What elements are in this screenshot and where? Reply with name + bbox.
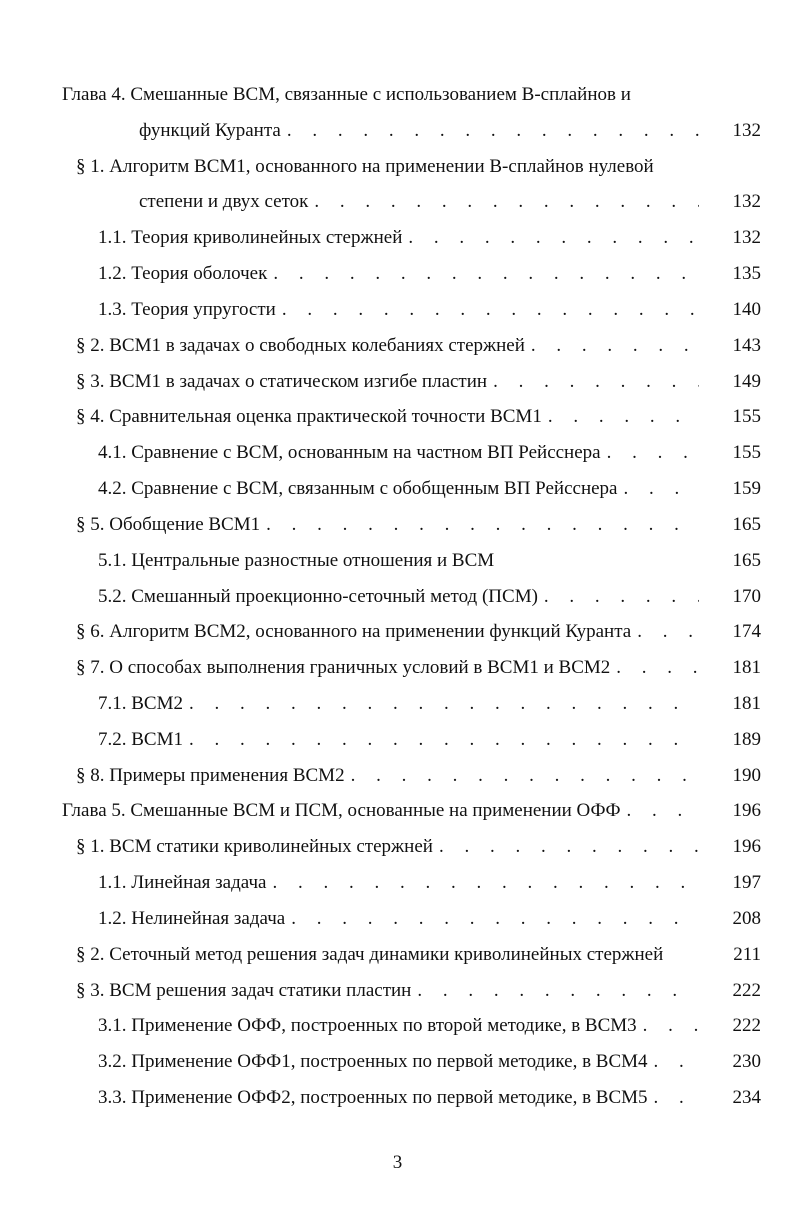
toc-ch4-s1-line2 <box>0 187 795 217</box>
toc-entry-text: 7.2. ВСМ1 <box>98 729 183 750</box>
toc-entry-text: 1.1. Линейная задача <box>98 872 267 893</box>
toc-entry[interactable] <box>76 976 699 1006</box>
toc-entry[interactable] <box>76 761 699 791</box>
toc-page-number: 197 <box>732 872 761 893</box>
toc-entry[interactable] <box>139 187 699 217</box>
toc-page-number: 165 <box>732 514 761 535</box>
toc-entry[interactable] <box>98 546 699 576</box>
toc-line <box>0 940 795 970</box>
toc-line <box>0 438 795 468</box>
toc-entry[interactable] <box>98 904 699 934</box>
toc-page-number: 132 <box>732 120 761 141</box>
toc-page-number: 190 <box>732 765 761 786</box>
leader-dots <box>281 116 699 146</box>
toc-line <box>0 689 795 719</box>
toc-page-number: 181 <box>732 657 761 678</box>
toc-line <box>0 832 795 862</box>
toc-line <box>0 617 795 647</box>
toc-entry[interactable] <box>98 868 699 898</box>
toc-line <box>0 1011 795 1041</box>
toc-page-number: 196 <box>732 836 761 857</box>
toc-entry[interactable] <box>76 402 699 432</box>
leader-dots <box>525 331 699 361</box>
toc-entry[interactable] <box>98 1083 699 1113</box>
toc-entry[interactable] <box>98 295 699 325</box>
toc-ch4-s1-line1 <box>0 152 795 182</box>
toc-entry[interactable] <box>98 223 699 253</box>
toc-entry[interactable] <box>98 725 699 755</box>
toc-entry[interactable] <box>98 259 699 289</box>
toc-entry[interactable] <box>98 1011 699 1041</box>
toc-entry-text: 1.2. Теория оболочек <box>98 263 268 284</box>
toc-entry-text: 1.2. Нелинейная задача <box>98 908 286 929</box>
toc-line <box>0 582 795 612</box>
toc-page-number: 143 <box>732 335 761 356</box>
toc-page-number: 170 <box>732 586 761 607</box>
toc-line <box>0 259 795 289</box>
toc-chapter4-line1 <box>0 80 795 110</box>
toc-page-number: 174 <box>732 621 761 642</box>
toc-line <box>0 1047 795 1077</box>
leader-dots <box>538 582 699 612</box>
toc-page-number: 149 <box>732 371 761 392</box>
toc-entry-text: 3.2. Применение ОФФ1, построенных по первой методике, в ВСМ4 <box>98 1051 648 1072</box>
toc-line <box>0 1083 795 1113</box>
toc-page-number: 222 <box>732 980 761 1001</box>
leader-dots <box>637 1011 699 1041</box>
toc-entry-text: § 2. Сеточный метод решения задач динамики криволинейных стержней <box>76 944 664 965</box>
leader-dots <box>267 259 699 289</box>
toc-page-number: 155 <box>732 442 761 463</box>
toc-entry-text: 5.2. Смешанный проекционно-сеточный метод (ПСМ) <box>98 586 538 607</box>
leader-dots <box>601 438 699 468</box>
leader-dots <box>487 367 699 397</box>
leader-dots <box>183 725 699 755</box>
toc-entry[interactable] <box>76 367 699 397</box>
toc-section-title: § 1. Алгоритм ВСМ1, основанного на применении В-сплайнов нулевой <box>76 156 654 177</box>
toc-entry-text: 4.1. Сравнение с ВСМ, основанным на частном ВП Рейсснера <box>98 442 601 463</box>
toc-line <box>0 474 795 504</box>
toc-entry-text: § 1. ВСМ статики криволинейных стержней <box>76 836 433 857</box>
toc-line <box>0 367 795 397</box>
leader-dots <box>183 689 699 719</box>
toc-line <box>0 796 795 826</box>
toc-page-number: 189 <box>732 729 761 750</box>
toc-entry[interactable] <box>76 832 699 862</box>
toc-line <box>0 295 795 325</box>
toc-entry-text: 7.1. ВСМ2 <box>98 693 183 714</box>
toc-line <box>0 402 795 432</box>
toc-chapter4-line2 <box>0 116 795 146</box>
toc-entry[interactable] <box>98 438 699 468</box>
toc-page-number: 165 <box>732 550 761 571</box>
toc-entry[interactable] <box>98 1047 699 1077</box>
toc-entry[interactable] <box>76 653 699 683</box>
toc-line <box>0 510 795 540</box>
toc-page-number: 234 <box>732 1087 761 1108</box>
leader-dots <box>411 976 699 1006</box>
toc-page-number: 135 <box>732 263 761 284</box>
toc-line <box>0 868 795 898</box>
toc-entry-text: степени и двух сеток <box>139 191 309 212</box>
toc-chapter5-title: Глава 5. Смешанные ВСМ и ПСМ, основанные на применении ОФФ <box>62 800 621 821</box>
toc-entry[interactable] <box>76 331 699 361</box>
toc-page-number: 159 <box>732 478 761 499</box>
leader-dots <box>260 510 699 540</box>
toc-entry[interactable] <box>62 796 699 826</box>
toc-page-number: 208 <box>732 908 761 929</box>
leader-dots <box>345 761 699 791</box>
toc-entry[interactable] <box>76 617 699 647</box>
toc-entry-text: функций Куранта <box>139 120 281 141</box>
toc-entry[interactable] <box>139 116 699 146</box>
toc-page-number: 132 <box>732 191 761 212</box>
toc-entry-text: § 4. Сравнительная оценка практической точности ВСМ1 <box>76 406 542 427</box>
leader-dots <box>285 904 699 934</box>
toc-entry-text: 4.2. Сравнение с ВСМ, связанным с обобщенным ВП Рейсснера <box>98 478 618 499</box>
toc-line <box>0 331 795 361</box>
toc-line <box>0 761 795 791</box>
toc-entry-text: 1.1. Теория криволинейных стержней <box>98 227 403 248</box>
toc-entry[interactable] <box>76 940 706 970</box>
toc-entry[interactable] <box>76 510 699 540</box>
toc-line <box>0 904 795 934</box>
leader-dots <box>542 402 699 432</box>
toc-page-number: 211 <box>733 944 761 965</box>
toc-line <box>0 546 795 576</box>
toc-entry[interactable] <box>98 474 699 504</box>
toc-line <box>0 976 795 1006</box>
toc-page-number: 140 <box>732 299 761 320</box>
leader-dots <box>308 187 699 217</box>
toc-page-number: 181 <box>732 693 761 714</box>
leader-dots <box>266 868 699 898</box>
leader-dots <box>631 617 699 647</box>
toc-entry[interactable] <box>98 582 699 612</box>
toc-entry-text: § 8. Примеры применения ВСМ2 <box>76 765 345 786</box>
toc-page-number: 196 <box>732 800 761 821</box>
leader-dots <box>276 295 699 325</box>
toc-entry-text: § 7. О способах выполнения граничных условий в ВСМ1 и ВСМ2 <box>76 657 611 678</box>
toc-page-number: 222 <box>732 1015 761 1036</box>
leader-dots <box>402 223 699 253</box>
toc-entry-text: 3.1. Применение ОФФ, построенных по второй методике, в ВСМ3 <box>98 1015 637 1036</box>
leader-dots <box>618 474 700 504</box>
toc-chapter4-title: Глава 4. Смешанные ВСМ, связанные с использованием В-сплайнов и <box>62 84 631 105</box>
toc-entry-text: 1.3. Теория упругости <box>98 299 276 320</box>
leader-dots <box>621 796 699 826</box>
leader-dots <box>610 653 699 683</box>
toc-entry-text: § 3. ВСМ1 в задачах о статическом изгибе пластин <box>76 371 488 392</box>
toc-line <box>0 725 795 755</box>
leader-dots <box>433 832 699 862</box>
toc-entry-text: 3.3. Применение ОФФ2, построенных по первой методике, в ВСМ5 <box>98 1087 648 1108</box>
toc-entry-text: § 5. Обобщение ВСМ1 <box>76 514 261 535</box>
toc-entry[interactable] <box>98 689 699 719</box>
toc-entry-text: § 2. ВСМ1 в задачах о свободных колебаниях стержней <box>76 335 525 356</box>
toc-page-number: 230 <box>732 1051 761 1072</box>
toc-entry-text: § 6. Алгоритм ВСМ2, основанного на применении функций Куранта <box>76 621 632 642</box>
toc-line <box>0 223 795 253</box>
toc-page-number: 155 <box>732 406 761 427</box>
toc-entry-text: 5.1. Центральные разностные отношения и ВСМ <box>98 550 495 571</box>
toc-line <box>0 653 795 683</box>
toc-page-number: 132 <box>732 227 761 248</box>
toc-entry-text: § 3. ВСМ решения задач статики пластин <box>76 980 412 1001</box>
page-number-footer: 3 <box>392 1152 403 1173</box>
